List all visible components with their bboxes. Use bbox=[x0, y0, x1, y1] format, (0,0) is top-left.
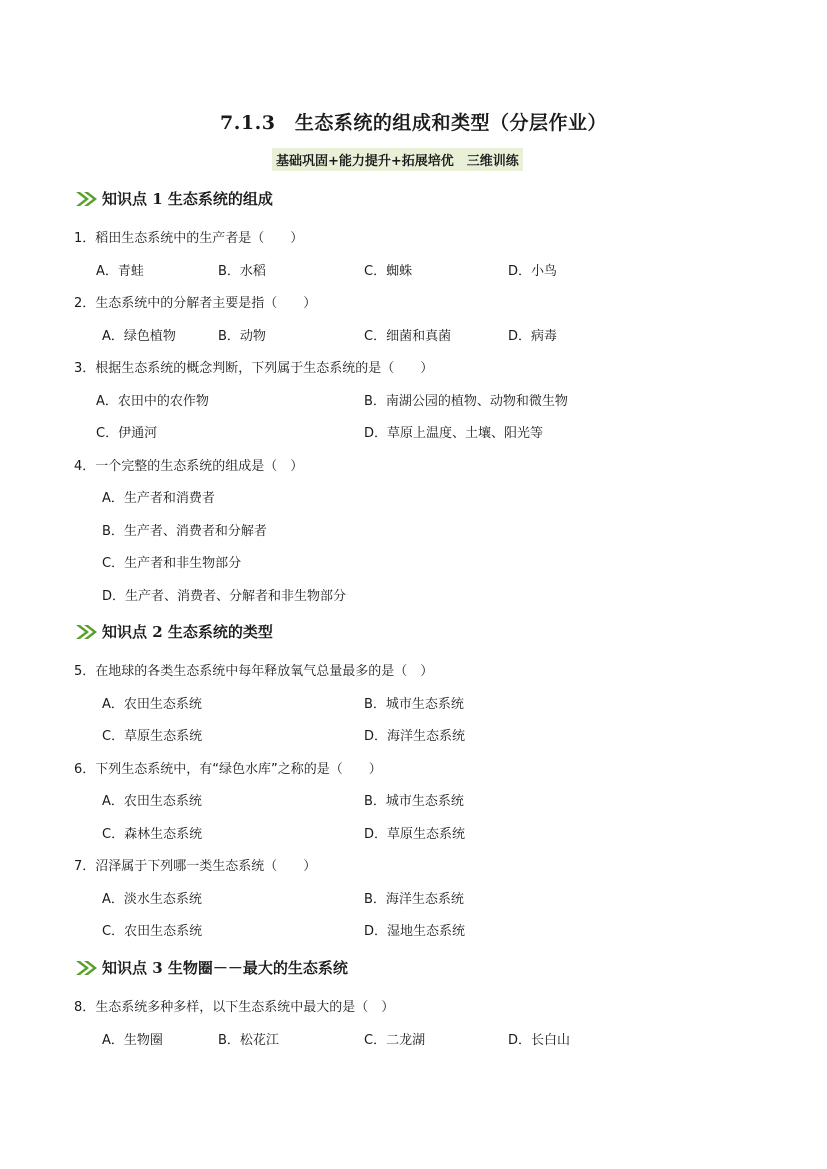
option: D．海洋生态系统 bbox=[364, 729, 466, 744]
option: D．长白山 bbox=[508, 1033, 571, 1048]
question-stem: 7．沼泽属于下列哪一类生态系统（ ） bbox=[74, 859, 317, 874]
double-arrow-icon bbox=[74, 624, 100, 640]
page-subtitle: 基础巩固+能力提升+拓展培优 三维训练 bbox=[272, 148, 523, 171]
question-stem: 8．生态系统多种多样，以下生态系统中最大的是（ ） bbox=[74, 1000, 395, 1015]
option: A．农田中的农作物 bbox=[96, 394, 209, 409]
option: A．农田生态系统 bbox=[102, 697, 202, 712]
question-stem: 3．根据生态系统的概念判断，下列属于生态系统的是（ ） bbox=[74, 361, 434, 376]
question-stem: 5．在地球的各类生态系统中每年释放氧气总量最多的是（ ） bbox=[74, 664, 434, 679]
option: C．二龙湖 bbox=[364, 1033, 426, 1048]
option: B．动物 bbox=[218, 329, 266, 344]
option: A．生物圈 bbox=[102, 1033, 163, 1048]
double-arrow-icon bbox=[74, 960, 100, 976]
option: A．绿色植物 bbox=[102, 329, 176, 344]
option: B．城市生态系统 bbox=[364, 794, 464, 809]
option: D．病毒 bbox=[508, 329, 558, 344]
section-heading-2 bbox=[74, 621, 273, 642]
option: B．水稻 bbox=[218, 264, 266, 279]
option: C．森林生态系统 bbox=[102, 827, 203, 842]
option: B．南湖公园的植物、动物和微生物 bbox=[364, 394, 568, 409]
section-label: 知识点 1 生态系统的组成 bbox=[102, 190, 273, 208]
option: B．松花江 bbox=[218, 1033, 279, 1048]
double-arrow-icon bbox=[74, 191, 100, 207]
option: D．生产者、消费者、分解者和非生物部分 bbox=[102, 589, 347, 604]
section-heading-3 bbox=[74, 957, 348, 978]
option: D．草原生态系统 bbox=[364, 827, 466, 842]
section-label: 知识点 3 生物圈－－最大的生态系统 bbox=[102, 959, 348, 977]
option: D．草原上温度、土壤、阳光等 bbox=[364, 426, 544, 441]
option: B．海洋生态系统 bbox=[364, 892, 464, 907]
page-title: 7.1.3 生态系统的组成和类型（分层作业） bbox=[220, 112, 607, 134]
option: B．城市生态系统 bbox=[364, 697, 464, 712]
question-stem: 6．下列生态系统中，有“绿色水库”之称的是（ ） bbox=[74, 762, 382, 777]
option: A．淡水生态系统 bbox=[102, 892, 202, 907]
question-stem: 1．稻田生态系统中的生产者是（ ） bbox=[74, 231, 304, 246]
option: D．小鸟 bbox=[508, 264, 558, 279]
section-label: 知识点 2 生态系统的类型 bbox=[102, 623, 273, 641]
option: C．蜘蛛 bbox=[364, 264, 413, 279]
option: C．生产者和非生物部分 bbox=[102, 556, 242, 571]
question-stem: 2．生态系统中的分解者主要是指（ ） bbox=[74, 296, 317, 311]
option: C．农田生态系统 bbox=[102, 924, 203, 939]
option: A．农田生态系统 bbox=[102, 794, 202, 809]
section-heading-1 bbox=[74, 188, 273, 209]
option: C．伊通河 bbox=[96, 426, 158, 441]
option: A．青蛙 bbox=[96, 264, 144, 279]
option: C．草原生态系统 bbox=[102, 729, 203, 744]
option: B．生产者、消费者和分解者 bbox=[102, 524, 267, 539]
option: D．湿地生态系统 bbox=[364, 924, 466, 939]
option: C．细菌和真菌 bbox=[364, 329, 452, 344]
option: A．生产者和消费者 bbox=[102, 491, 215, 506]
question-stem: 4．一个完整的生态系统的组成是（ ） bbox=[74, 459, 304, 474]
